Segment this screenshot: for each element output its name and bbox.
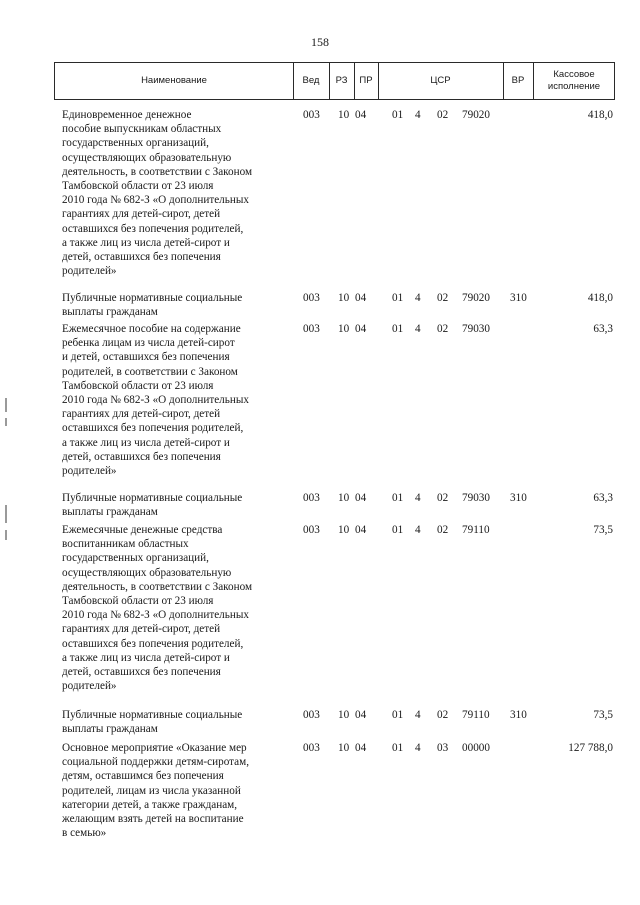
row-name-line: детей, оставшихся без попечения	[62, 450, 221, 463]
row-name-line: Публичные нормативные социальные	[62, 492, 243, 504]
cell-c2: 4	[415, 323, 421, 335]
cell-sum: 73,5	[593, 709, 613, 721]
cell-vr: 310	[510, 709, 527, 721]
row-name-line: Ежемесячные денежные средства	[62, 524, 223, 536]
cell-sum: 73,5	[593, 524, 613, 536]
cell-c3: 02	[437, 709, 449, 721]
header-csr: ЦСР	[430, 75, 451, 87]
cell-rz: 10	[338, 524, 350, 536]
row-name-line: и детей, оставшихся без попечения	[62, 351, 230, 364]
cell-c3: 03	[437, 742, 449, 754]
cell-rz: 10	[338, 492, 350, 504]
row-name-line: Основное мероприятие «Оказание мер	[62, 742, 247, 754]
row-name	[62, 108, 294, 278]
row-name-line: гарантиях для детей-сирот, детей	[62, 408, 221, 421]
cell-c1: 01	[392, 524, 404, 536]
cell-c1: 01	[392, 742, 404, 754]
cell-sum: 418,0	[587, 292, 613, 304]
cell-sum: 63,3	[593, 492, 613, 504]
row-name-line: Публичные нормативные социальные	[62, 292, 243, 304]
cell-rz: 10	[338, 742, 350, 754]
row-name-line: а также лиц из числа детей-сирот и	[62, 236, 230, 249]
cell-c4: 79110	[462, 524, 490, 536]
cell-c2: 4	[415, 292, 421, 304]
cell-c3: 02	[437, 524, 449, 536]
header-sum: Кассовое исполнение	[547, 69, 601, 92]
margin-mark	[5, 398, 7, 412]
cell-sum: 418,0	[587, 109, 613, 121]
cell-c4: 79020	[462, 292, 490, 304]
row-name-line: ребенка лицам из числа детей-сирот	[62, 337, 235, 350]
cell-c1: 01	[392, 292, 404, 304]
cell-vr: 310	[510, 492, 527, 504]
row-name	[62, 708, 294, 736]
cell-rz: 10	[338, 109, 350, 121]
cell-pr: 04	[355, 292, 367, 304]
row-name-line: деятельность, в соответствии с Законом	[62, 165, 253, 178]
row-name-line: родителей, в соответствии с Законом	[62, 365, 238, 378]
header-ved: Вед	[302, 75, 320, 87]
row-name-line: родителей»	[62, 465, 117, 478]
row-name-line: 2010 года № 682-З «О дополнительных	[62, 609, 249, 622]
row-name-line: гарантиях для детей-сирот, детей	[62, 623, 221, 636]
cell-ved: 003	[303, 292, 320, 304]
row-name-line: Единовременное денежное	[62, 109, 192, 121]
cell-c2: 4	[415, 524, 421, 536]
cell-pr: 04	[355, 709, 367, 721]
table-header	[54, 62, 615, 100]
cell-c4: 79030	[462, 323, 490, 335]
cell-c3: 02	[437, 323, 449, 335]
cell-c2: 4	[415, 109, 421, 121]
row-name-line: родителей»	[62, 680, 117, 693]
row-name-line: пособие выпускникам областных	[62, 123, 222, 136]
row-name	[62, 523, 294, 693]
header-vr: ВР	[511, 75, 525, 87]
margin-mark	[5, 505, 7, 523]
cell-c4: 00000	[462, 742, 490, 754]
row-name-line: детям, оставшимся без попечения	[62, 770, 224, 783]
cell-c2: 4	[415, 492, 421, 504]
margin-mark	[5, 530, 7, 540]
row-name-line: гарантиях для детей-сирот, детей	[62, 208, 221, 221]
row-name-line: государственных организаций,	[62, 552, 209, 565]
cell-pr: 04	[355, 524, 367, 536]
row-name-line: социальной поддержки детям-сиротам,	[62, 756, 250, 769]
cell-sum: 63,3	[593, 323, 613, 335]
row-name-line: Тамбовской области от 23 июля	[62, 180, 214, 193]
row-name-line: оставшихся без попечения родителей,	[62, 222, 244, 235]
cell-ved: 003	[303, 742, 320, 754]
row-name-line: родителей»	[62, 265, 117, 278]
cell-pr: 04	[355, 109, 367, 121]
header-pr: ПР	[359, 75, 373, 87]
cell-ved: 003	[303, 109, 320, 121]
row-name-line: 2010 года № 682-З «О дополнительных	[62, 194, 249, 207]
row-name-line: а также лиц из числа детей-сирот и	[62, 651, 230, 664]
row-name-line: оставшихся без попечения родителей,	[62, 422, 244, 435]
row-name-line: осуществляющих образовательную	[62, 566, 232, 579]
row-name-line: оставшихся без попечения родителей,	[62, 637, 244, 650]
header-rz: РЗ	[335, 75, 348, 87]
row-name-line: Тамбовской области от 23 июля	[62, 595, 214, 608]
cell-c3: 02	[437, 492, 449, 504]
row-name-line: выплаты гражданам	[62, 306, 158, 319]
cell-pr: 04	[355, 323, 367, 335]
cell-c2: 4	[415, 742, 421, 754]
cell-c4: 79020	[462, 109, 490, 121]
cell-c1: 01	[392, 323, 404, 335]
cell-c2: 4	[415, 709, 421, 721]
row-name-line: желающим взять детей на воспитание	[62, 813, 244, 826]
row-name-line: категории детей, а также гражданам,	[62, 798, 238, 811]
row-name	[62, 322, 294, 478]
cell-c1: 01	[392, 709, 404, 721]
row-name-line: в семью»	[62, 827, 107, 840]
cell-ved: 003	[303, 709, 320, 721]
row-name-line: а также лиц из числа детей-сирот и	[62, 436, 230, 449]
margin-mark	[5, 418, 7, 426]
cell-c4: 79030	[462, 492, 490, 504]
row-name-line: выплаты гражданам	[62, 723, 158, 736]
cell-c1: 01	[392, 492, 404, 504]
cell-ved: 003	[303, 323, 320, 335]
row-name-line: родителей, лицам из числа указанной	[62, 784, 241, 797]
cell-rz: 10	[338, 323, 350, 335]
row-name-line: 2010 года № 682-З «О дополнительных	[62, 394, 249, 407]
cell-rz: 10	[338, 292, 350, 304]
cell-rz: 10	[338, 709, 350, 721]
row-name	[62, 491, 294, 519]
cell-vr: 310	[510, 292, 527, 304]
cell-pr: 04	[355, 742, 367, 754]
row-name-line: Тамбовской области от 23 июля	[62, 379, 214, 392]
row-name-line: детей, оставшихся без попечения	[62, 251, 221, 264]
cell-c1: 01	[392, 109, 404, 121]
page-number: 158	[311, 35, 329, 49]
cell-pr: 04	[355, 492, 367, 504]
cell-c4: 79110	[462, 709, 490, 721]
cell-ved: 003	[303, 524, 320, 536]
row-name-line: Ежемесячное пособие на содержание	[62, 323, 241, 335]
row-name-line: детей, оставшихся без попечения	[62, 666, 221, 679]
cell-c3: 02	[437, 109, 449, 121]
row-name-line: выплаты гражданам	[62, 506, 158, 519]
header-name: Наименование	[141, 75, 207, 87]
cell-ved: 003	[303, 492, 320, 504]
row-name-line: осуществляющих образовательную	[62, 151, 232, 164]
row-name-line: деятельность, в соответствии с Законом	[62, 580, 253, 593]
row-name-line: государственных организаций,	[62, 137, 209, 150]
row-name-line: воспитанникам областных	[62, 538, 189, 551]
row-name-line: Публичные нормативные социальные	[62, 709, 243, 721]
cell-c3: 02	[437, 292, 449, 304]
row-name	[62, 291, 294, 319]
row-name	[62, 741, 294, 840]
cell-sum: 127 788,0	[568, 742, 613, 754]
